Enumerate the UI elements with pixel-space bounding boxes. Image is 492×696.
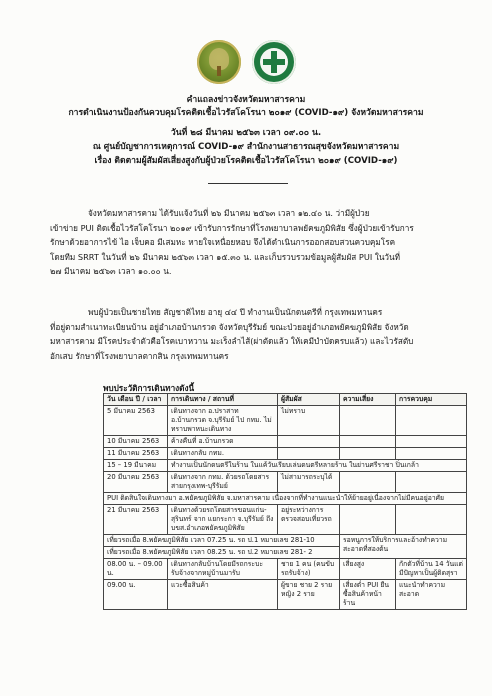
paragraph-2-line: ที่อยู่ตามสำเนาทะเบียนบ้าน อยู่อำเภอบ้านกรวด จังหวัดบุรีรัมย์ ขณะป่วยอยู่อำเภอพยัคฆภูมิพิสัย จังหวัด bbox=[50, 321, 409, 332]
cell-span-note: รอหนูการให้บริการและอ้างทำความสะอาดที่สองต้น bbox=[340, 535, 467, 559]
cell-control: กักตัวที่บ้าน 14 วันแต่มีปัญหาเป็นผู้ติดสุรา bbox=[396, 559, 467, 580]
cell-control bbox=[396, 505, 467, 535]
paragraph-2-line: มหาสารคาม มีโรคประจำตัวคือโรคเบาหวาน มะเร็งลำไส้(ผ่าตัดแล้ว ให้เคมีบำบัดครบแล้ว) และไวรัสตับ bbox=[50, 336, 414, 346]
travel-history-table bbox=[103, 393, 467, 610]
cell-risk: เสี่ยงต่ำ PUI ยืนซื้อสินค้าหน้าร้าน bbox=[340, 580, 396, 610]
cell-risk bbox=[340, 472, 396, 493]
header-line-2: การดำเนินงานป้องกันควบคุมโรคติดเชื้อไวรัสโคโรนา ๒๐๑๙ (COVID-๑๙) จังหวัดมหาสารคาม bbox=[68, 108, 424, 118]
table-row bbox=[104, 436, 467, 448]
cell-travel: เดินทางด้วยรถโดยสารขอนแก่น-สุรินทร์ จาก แยกระกา จ.บุรีรัมย์ ถึง บขส.อำเภอพยัคฆภูมิพิสัย bbox=[168, 505, 278, 535]
cell-travel: ค้างคืนที่ อ.บ้านกรวด bbox=[168, 436, 278, 448]
cell-control bbox=[396, 406, 467, 436]
cell-risk: เสี่ยงสูง bbox=[340, 559, 396, 580]
table-row bbox=[104, 493, 467, 505]
table-row bbox=[104, 472, 467, 493]
cell-travel: เดินทางจาก อ.ปราสาท อ.บ้านกรวด จ.บุรีรัมย์ ไป กทม. ไม่ทราบพาหนะเดินทาง bbox=[168, 406, 278, 436]
cell-contact bbox=[278, 436, 340, 448]
cell-contact: ชาย 1 คน (คนขับรถรับจ้าง) bbox=[278, 559, 340, 580]
cell-risk bbox=[340, 406, 396, 436]
cell-date: 11 มีนาคม 2563 bbox=[104, 448, 168, 460]
cell-date: 20 มีนาคม 2563 bbox=[104, 472, 168, 493]
cell-date: 09.00 น. bbox=[104, 580, 168, 610]
paragraph-1-line: รักษาด้วยอาการไข้ ไอ เจ็บคอ มีเสมหะ หายใจเหนื่อยหอบ จึงได้ดำเนินการออกสอบสวนควบคุมโรค bbox=[50, 237, 396, 247]
cell-travel: เดินทางกลับ กทม. bbox=[168, 448, 278, 460]
tree-trunk-emblem bbox=[217, 66, 221, 76]
cell-span-note: เที่ยวรถเมื่อ 8.พยัคฆภูมิพิสัย เวลา 08.25 น. รถ ป.2 หมายเลข 281- 2 bbox=[104, 547, 340, 559]
table-header-row bbox=[104, 394, 467, 406]
cell-span-note: PUI ติดสินใจเดินทางมา อ.พยัคฆภูมิพิสัย จ.มหาสารคาม เนื่องจากที่ทำงานแนะนำให้ย้ายอยู่เนื่องจากไม่มีคนอยู่อาศัย bbox=[104, 493, 467, 505]
cell-date: 15 – 19 มีนาคม bbox=[104, 460, 168, 472]
cell-contact: อยู่ระหว่างการตรวจสอบเที่ยวรถ bbox=[278, 505, 340, 535]
cell-control bbox=[396, 472, 467, 493]
table-row bbox=[104, 559, 467, 580]
cell-control bbox=[396, 436, 467, 448]
cell-contact: ไม่สามารถระบุได้ bbox=[278, 472, 340, 493]
col-header-travel: การเดินทาง / สถานที่ bbox=[168, 394, 278, 406]
paragraph-2 bbox=[50, 305, 460, 363]
paragraph-1-line: โดยทีม SRRT ในวันที่ ๒๖ มีนาคม ๒๕๖๓ เวลา ๑๕.๓๐ น. และเก็บรวบรวมข้อมูลผู้สัมผัส PUI ในวันที่ bbox=[50, 251, 401, 262]
col-header-contact: ผู้สัมผัส bbox=[278, 394, 340, 406]
cell-travel: เดินทางจาก กทม. ด้วยรถโดยสารสายกรุงเทพ-บุรีรัมย์ bbox=[168, 472, 278, 493]
header-divider bbox=[208, 183, 288, 184]
paragraph-1-line: เข้าข่าย PUI ติดเชื้อไวรัสโคโรนา ๒๐๑๙ เข้ารับการรักษาที่โรงพยาบาลพยัคฆภูมิพิสัย ซึ่งผู้ป่วยเข้ารับการ bbox=[50, 222, 414, 233]
province-seal-logo bbox=[197, 40, 241, 84]
ministry-of-public-health-logo bbox=[252, 40, 296, 84]
table-row bbox=[104, 448, 467, 460]
cell-risk bbox=[340, 448, 396, 460]
cell-risk bbox=[340, 436, 396, 448]
cell-date: 10 มีนาคม 2563 bbox=[104, 436, 168, 448]
table-row bbox=[104, 460, 467, 472]
cell-span-note: เที่ยวรถเมื่อ 8.พยัคฆภูมิพิสัย เวลา 07.25 น. รถ ป.1 หมายเลข 281-10 bbox=[104, 535, 340, 547]
header-line-1: คำแถลงข่าวจังหวัดมหาสารคาม bbox=[186, 95, 306, 105]
cell-contact bbox=[278, 448, 340, 460]
header-line-5: เรื่อง ติดตามผู้สัมผัสเสี่ยงสูงกับผู้ป่วยโรคติดเชื้อไวรัสโคโรนา ๒๐๑๙ (COVID-๑๙) bbox=[94, 156, 398, 166]
paragraph-1 bbox=[50, 206, 460, 279]
cell-control: แนะนำทำความสะอาด bbox=[396, 580, 467, 610]
header-line-3: วันที่ ๒๘ มีนาคม ๒๕๖๓ เวลา ๐๙.๐๐ น. bbox=[170, 128, 322, 138]
paragraph-1-line: ๒๗ มีนาคม ๒๕๖๓ เวลา ๑๐.๐๐ น. bbox=[50, 266, 172, 276]
health-cross-horizontal bbox=[263, 59, 285, 65]
table-row bbox=[104, 580, 467, 610]
table-row bbox=[104, 535, 467, 547]
paragraph-2-line: อักเสบ รักษาที่โรงพยาบาลตากสิน กรุงเทพมหานคร bbox=[50, 350, 229, 361]
header-line-4: ณ ศูนย์บัญชาการเหตุการณ์ COVID-๑๙ สำนักงานสาธารณสุขจังหวัดมหาสารคาม bbox=[92, 142, 400, 152]
cell-date: 08.00 น. – 09.00 น. bbox=[104, 559, 168, 580]
cell-travel: เดินทางกลับบ้านโดยมีรถกระบะรับจ้างจากหมู่บ้านมารับ bbox=[168, 559, 278, 580]
cell-date: 21 มีนาคม 2563 bbox=[104, 505, 168, 535]
cell-date: 5 มีนาคม 2563 bbox=[104, 406, 168, 436]
cell-risk bbox=[340, 505, 396, 535]
cell-travel: แวะซื้อสินค้า bbox=[168, 580, 278, 610]
paragraph-1-line: จังหวัดมหาสารคาม ได้รับแจ้งวันที่ ๒๖ มีนาคม ๒๕๖๓ เวลา ๑๒.๔๐ น. ว่ามีผู้ป่วย bbox=[88, 208, 370, 218]
col-header-date: วัน เดือน ปี / เวลา bbox=[104, 394, 168, 406]
table-row bbox=[104, 505, 467, 535]
col-header-risk: ความเสี่ยง bbox=[340, 394, 396, 406]
table-title: พบประวัติการเดินทางดังนี้ bbox=[103, 383, 195, 393]
cell-span-note: ทำงานเป็นนักดนตรีในร้าน ในแค้วันเรียบเล่นดนตรีหลายร้าน ในย่านศรีราชา ปิ่นเกล้า bbox=[168, 460, 467, 472]
table-row bbox=[104, 406, 467, 436]
cell-contact: ไม่ทราบ bbox=[278, 406, 340, 436]
paragraph-2-line: พบผู้ป่วยเป็นชายไทย สัญชาติไทย อายุ ๔๔ ปี ทำงานเป็นนักดนตรีที่ กรุงเทพมหานคร bbox=[88, 307, 383, 317]
cell-control bbox=[396, 448, 467, 460]
col-header-control: การควบคุม bbox=[396, 394, 467, 406]
cell-contact: ผู้ขาย ชาย 2 ราย หญิง 2 ราย bbox=[278, 580, 340, 610]
